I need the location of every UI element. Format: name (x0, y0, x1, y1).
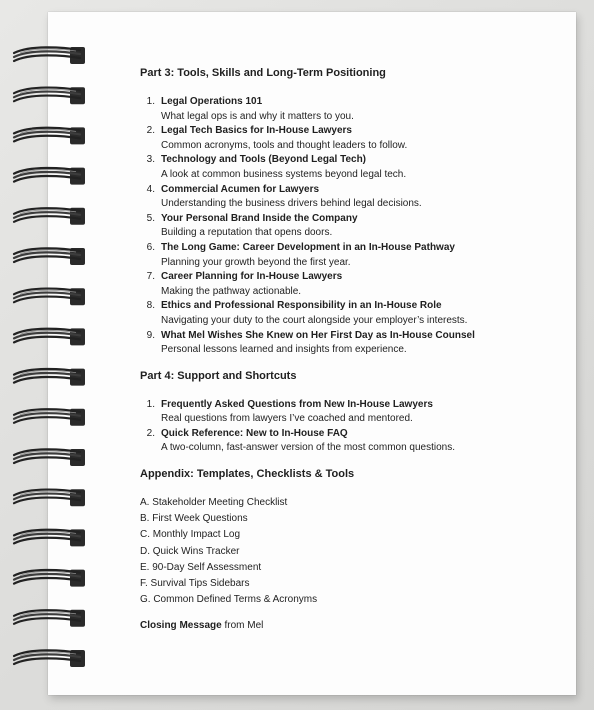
item-number: 8. (146, 300, 155, 312)
part4-item (140, 427, 580, 456)
item-number: 9. (146, 329, 155, 341)
appendix-item: C. Monthly Impact Log (140, 529, 241, 541)
item-description: Navigating your duty to the court alongside your employer’s interests. (161, 314, 468, 326)
spiral-ring (14, 449, 85, 466)
item-title: Career Planning for In-House Lawyers (161, 271, 343, 283)
item-number: 2. (146, 427, 155, 439)
part3-title: Part 3: Tools, Skills and Long-Term Positioning (140, 67, 386, 79)
appendix-item: D. Quick Wins Tracker (140, 545, 240, 557)
appendix-item: E. 90-Day Self Assessment (140, 561, 262, 573)
closing-message (140, 620, 580, 631)
spiral-ring (14, 127, 85, 144)
item-description: What legal ops is and why it matters to you. (161, 110, 354, 122)
spiral-ring (14, 409, 85, 426)
item-description: Common acronyms, tools and thought leaders to follow. (161, 139, 408, 151)
part3-item (140, 299, 580, 328)
spiral-ring (14, 570, 85, 587)
item-number: 4. (146, 183, 155, 195)
item-title: What Mel Wishes She Knew on Her First Day as In-House Counsel (161, 329, 475, 341)
item-description: Personal lessons learned and insights from experience. (161, 344, 407, 356)
item-title: Your Personal Brand Inside the Company (161, 212, 358, 224)
item-title: Ethics and Professional Responsibility in an In-House Role (161, 300, 442, 312)
part4-title: Part 4: Support and Shortcuts (140, 369, 297, 382)
item-title: Technology and Tools (Beyond Legal Tech) (161, 154, 367, 166)
closing-bold: Closing Message (140, 620, 222, 632)
spiral-ring (14, 328, 85, 345)
part3-list (140, 95, 580, 358)
item-title: Legal Operations 101 (161, 96, 263, 107)
item-description: Planning your growth beyond the first year. (161, 256, 351, 268)
item-description: Making the pathway actionable. (161, 285, 302, 297)
appendix-item: B. First Week Questions (140, 513, 248, 525)
part3-item (140, 153, 580, 182)
appendix-title: Appendix: Templates, Checklists & Tools (140, 468, 355, 481)
spiral-ring (14, 610, 85, 627)
spiral-ring (14, 489, 85, 506)
spiral-ring (14, 529, 85, 546)
spiral-ring (14, 248, 85, 265)
item-number: 2. (146, 125, 155, 137)
part3-item (140, 183, 580, 212)
table-of-contents (140, 66, 580, 631)
part3-item (140, 329, 580, 358)
item-number: 7. (146, 271, 155, 283)
appendix-list (140, 495, 580, 608)
item-title: Quick Reference: New to In-House FAQ (161, 427, 348, 439)
appendix-item: F. Survival Tips Sidebars (140, 578, 250, 590)
part3-item (140, 270, 580, 299)
appendix-item: G. Common Defined Terms & Acronyms (140, 594, 318, 606)
spiral-ring (14, 168, 85, 185)
part4-list (140, 398, 580, 456)
part3-item (140, 95, 580, 124)
item-description: A look at common business systems beyond legal tech. (161, 168, 407, 180)
spiral-ring (14, 288, 85, 305)
item-title: Commercial Acumen for Lawyers (161, 183, 320, 195)
item-description: Real questions from lawyers I’ve coached and mentored. (161, 413, 413, 425)
item-description: A two-column, fast-answer version of the most common questions. (161, 442, 456, 454)
spiral-ring (14, 47, 85, 64)
part3-item (140, 124, 580, 153)
item-description: Building a reputation that opens doors. (161, 227, 333, 239)
part3-item (140, 212, 580, 241)
item-title: The Long Game: Career Development in an In-House Pathway (161, 241, 455, 253)
item-title: Legal Tech Basics for In-House Lawyers (161, 125, 352, 137)
spiral-binding (0, 0, 100, 710)
spiral-ring (14, 87, 85, 104)
item-number: 6. (146, 241, 155, 253)
spiral-ring (14, 650, 85, 667)
item-number: 3. (146, 154, 155, 166)
closing-rest: from Mel (221, 620, 264, 632)
spiral-ring (14, 208, 85, 225)
item-description: Understanding the business drivers behind legal decisions. (161, 198, 422, 210)
spiral-ring (14, 369, 85, 386)
appendix-item: A. Stakeholder Meeting Checklist (140, 497, 288, 509)
item-number: 1. (146, 96, 155, 107)
part4-item (140, 398, 580, 427)
part3-item (140, 241, 580, 270)
item-number: 5. (146, 212, 155, 224)
item-title: Frequently Asked Questions from New In-House Lawyers (161, 398, 433, 410)
item-number: 1. (146, 398, 155, 410)
